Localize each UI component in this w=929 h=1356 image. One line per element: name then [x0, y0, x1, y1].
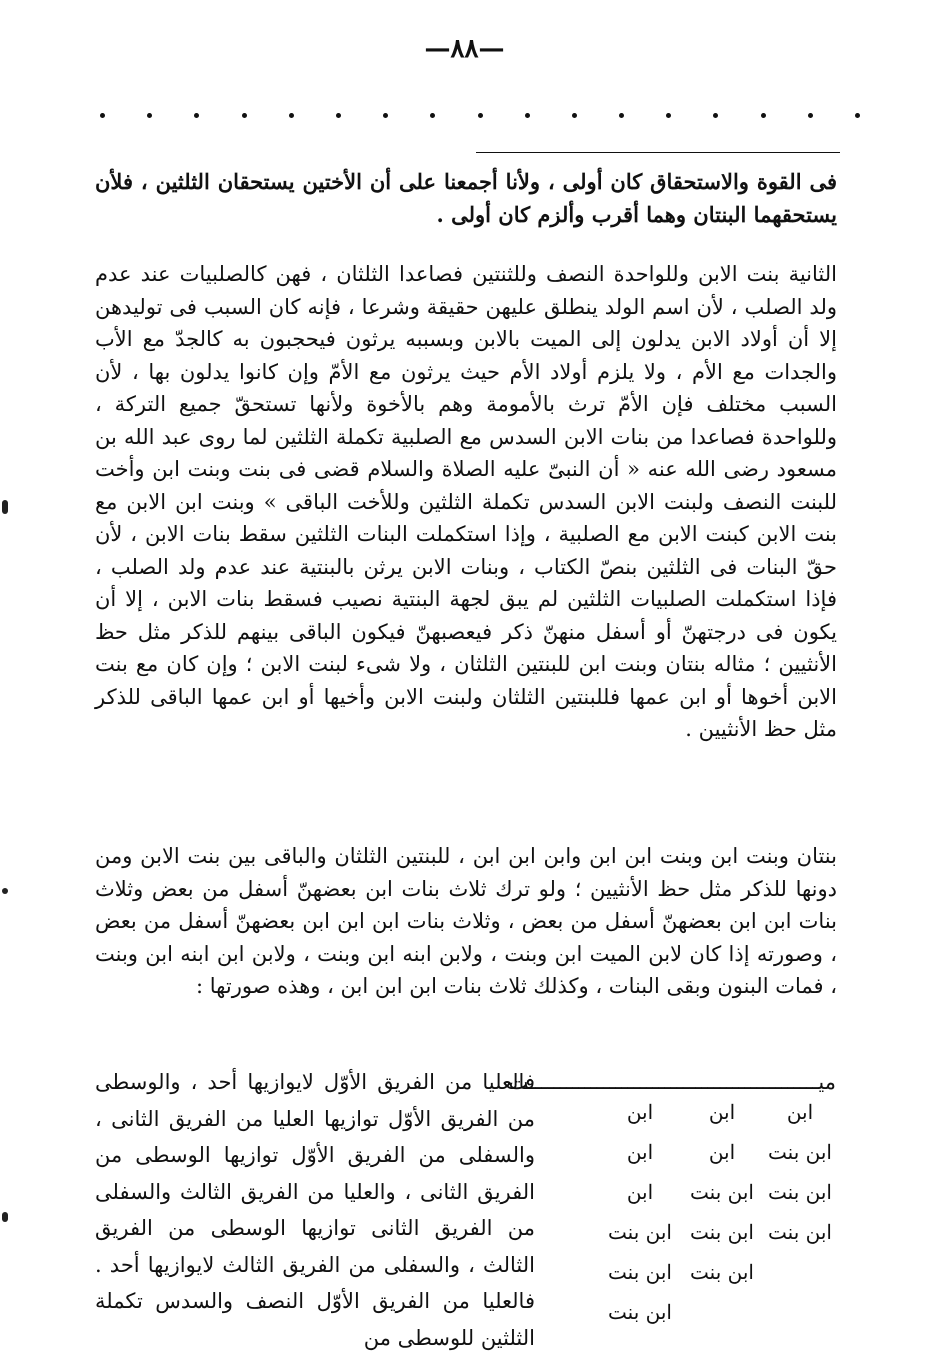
- diagram-cell: ابن: [786, 1100, 814, 1124]
- separator-dot: [430, 113, 435, 118]
- dotted-separator: [100, 100, 860, 130]
- separator-dot: [666, 113, 671, 118]
- diagram-column-1: [760, 1092, 840, 1252]
- separator-dot: [855, 113, 860, 118]
- separator-dot: [808, 113, 813, 118]
- separator-dot: [572, 113, 577, 118]
- footnote-rule: [476, 152, 840, 153]
- separator-dot: [478, 113, 483, 118]
- diagram-cell: ابن بنت: [608, 1300, 672, 1324]
- separator-dot: [100, 113, 105, 118]
- second-paragraph: [95, 258, 837, 746]
- inheritance-diagram: [560, 1092, 840, 1332]
- separator-dot: [525, 113, 530, 118]
- diagram-cell: ابن: [626, 1180, 654, 1204]
- diagram-cell: ابن بنت: [608, 1260, 672, 1284]
- separator-dot: [619, 113, 624, 118]
- paragraph-4: فالعليا من الفريق الأوّل لايوازيها أحد ، والوسطى من الفريق الأوّل توازيها العليا من الفريق الثانى ، والسفلى من الفريق الأوّل توازيها الوسطى من الفريق الثانى ، والعليا من الفريق الثالث والسفلى من الفريق الثانى توازيها الوسطى من الفريق الثالث ، والسفلى من الفريق الثالث لايوازيها أحد . فالعليا من الفريق الأوّل النصف والسدس تكملة الثلثين للوسطى من: [95, 1070, 535, 1350]
- page-number: —٨٨—: [424, 34, 505, 64]
- diagram-cell: ابن بنت: [690, 1260, 754, 1284]
- diagram-cell: ابن بنت: [768, 1180, 832, 1204]
- diagram-cell: ابن بنت: [690, 1220, 754, 1244]
- margin-mark: [2, 1212, 8, 1222]
- deceased-text: ميـــــــــــــــــــــــــــــــــــــــــــــــت: [508, 1070, 836, 1094]
- diagram-cell: ابن بنت: [768, 1220, 832, 1244]
- separator-dot: [242, 113, 247, 118]
- separator-dot: [289, 113, 294, 118]
- diagram-cell: ابن: [626, 1140, 654, 1164]
- separator-dot: [383, 113, 388, 118]
- third-paragraph: [95, 840, 837, 1003]
- separator-dot: [713, 113, 718, 118]
- diagram-cell: ابن بنت: [608, 1220, 672, 1244]
- diagram-explanation: [95, 1064, 535, 1356]
- diagram-cell: ابن: [708, 1100, 736, 1124]
- opening-paragraph: [95, 166, 837, 231]
- diagram-cell: ابن: [708, 1140, 736, 1164]
- diagram-column-2: [682, 1092, 762, 1292]
- paragraph-2: الثانية بنت الابن وللواحدة النصف وللثنتين فصاعدا الثلثان ، فهن كالصلبيات عند عدم ولد الصلب ، لأن اسم الولد ينطلق عليهن حقيقة وشرعا ، فإنه كان السبب فى توليدهن إلا أن أولاد الابن يدلون إلى الميت بالابن وبسببه يرثون فيحجبون به كالجدّ مع الأب والجدات مع الأم ، ولا يلزم أولاد الأم حيث يرثون مع الأمّ وإن كانوا يدلون بها ، لأن السبب مختلف فإن الأمّ ترث بالأمومة وهم بالأخوة ولأنها تستحقّ جميع التركة ، وللواحدة فصاعدا من بنات الابن السدس مع الصلبية تكملة الثلثين لما روى عبد الله بن مسعود رضى الله عنه « أن النبىّ عليه الصلاة والسلام قضى فى بنت وبنت ابن وأخت للبنت النصف ولبنت الابن السدس تكملة الثلثين وللأخت الباقى » وبنت ابن الابن مع بنت الابن كبنت الابن مع الصلبية ، وإذا استكملت البنات الثلثين سقط بنات الابن ، لأن حقّ البنات فى الثلثين بنصّ الكتاب ، وبنات الابن يرثن بالبنتية عند عدم ولد الصلب ، فإذا استكملت الصلبيات الثلثين لم يبق لجهة البنتية نصيب فسقط بنات الابن ، إلا أن يكون فى درجتهنّ أو أسفل منهنّ ذكر فيعصبهنّ فيكون الباقى بينهم للذكر مثل حظ الأنثيين ؛ مثاله بنتان وبنت ابن للبنتين الثلثان ، ولا شىء لبنت الابن ؛ وإن كان مع بنت الابن أخوها أو ابن عمها فللبنتين الثلثان ولبنت الابن وأخيها أو ابن عمها الباقى للذكر مثل حظ الأنثيين .: [95, 262, 837, 741]
- diagram-cell: ابن بنت: [768, 1140, 832, 1164]
- diagram-cell: ابن بنت: [690, 1180, 754, 1204]
- separator-dot: [194, 113, 199, 118]
- separator-dot: [761, 113, 766, 118]
- separator-dot: [147, 113, 152, 118]
- paragraph-1: فى القوة والاستحقاق كان أولى ، ولأنا أجمعنا على أن الأختين يستحقان الثلثين ، فلأن يستحقهما البنتان وهما أقرب وألزم كان أولى .: [95, 169, 837, 227]
- separator-dot: [336, 113, 341, 118]
- diagram-cell: ابن: [626, 1100, 654, 1124]
- margin-mark: [2, 888, 8, 894]
- diagram-column-3: [600, 1092, 680, 1332]
- margin-mark: [2, 500, 8, 514]
- paragraph-3: بنتان وبنت ابن وبنت ابن ابن وابن ابن ابن ، للبنتين الثلثان والباقى بين بنت الابن ومن دونها للذكر مثل حظ الأنثيين ؛ ولو ترك ثلاث بنات ابن بعضهنّ أسفل من بعض وثلاث بنات ابن ابن بعضهنّ أسفل من بعض ، وثلاث بنات ابن ابن ابن بعضهنّ أسفل من بعض ، وصورته إذا كان لابن الميت ابن وبنت ، ولابن ابنه ابن وبنت ، ولابن ابن ابنه ابن وبنت ، فمات البنون وبقى البنات ، وكذلك ثلاث بنات ابن ابن ابن ، وهذه صورتها :: [95, 844, 837, 998]
